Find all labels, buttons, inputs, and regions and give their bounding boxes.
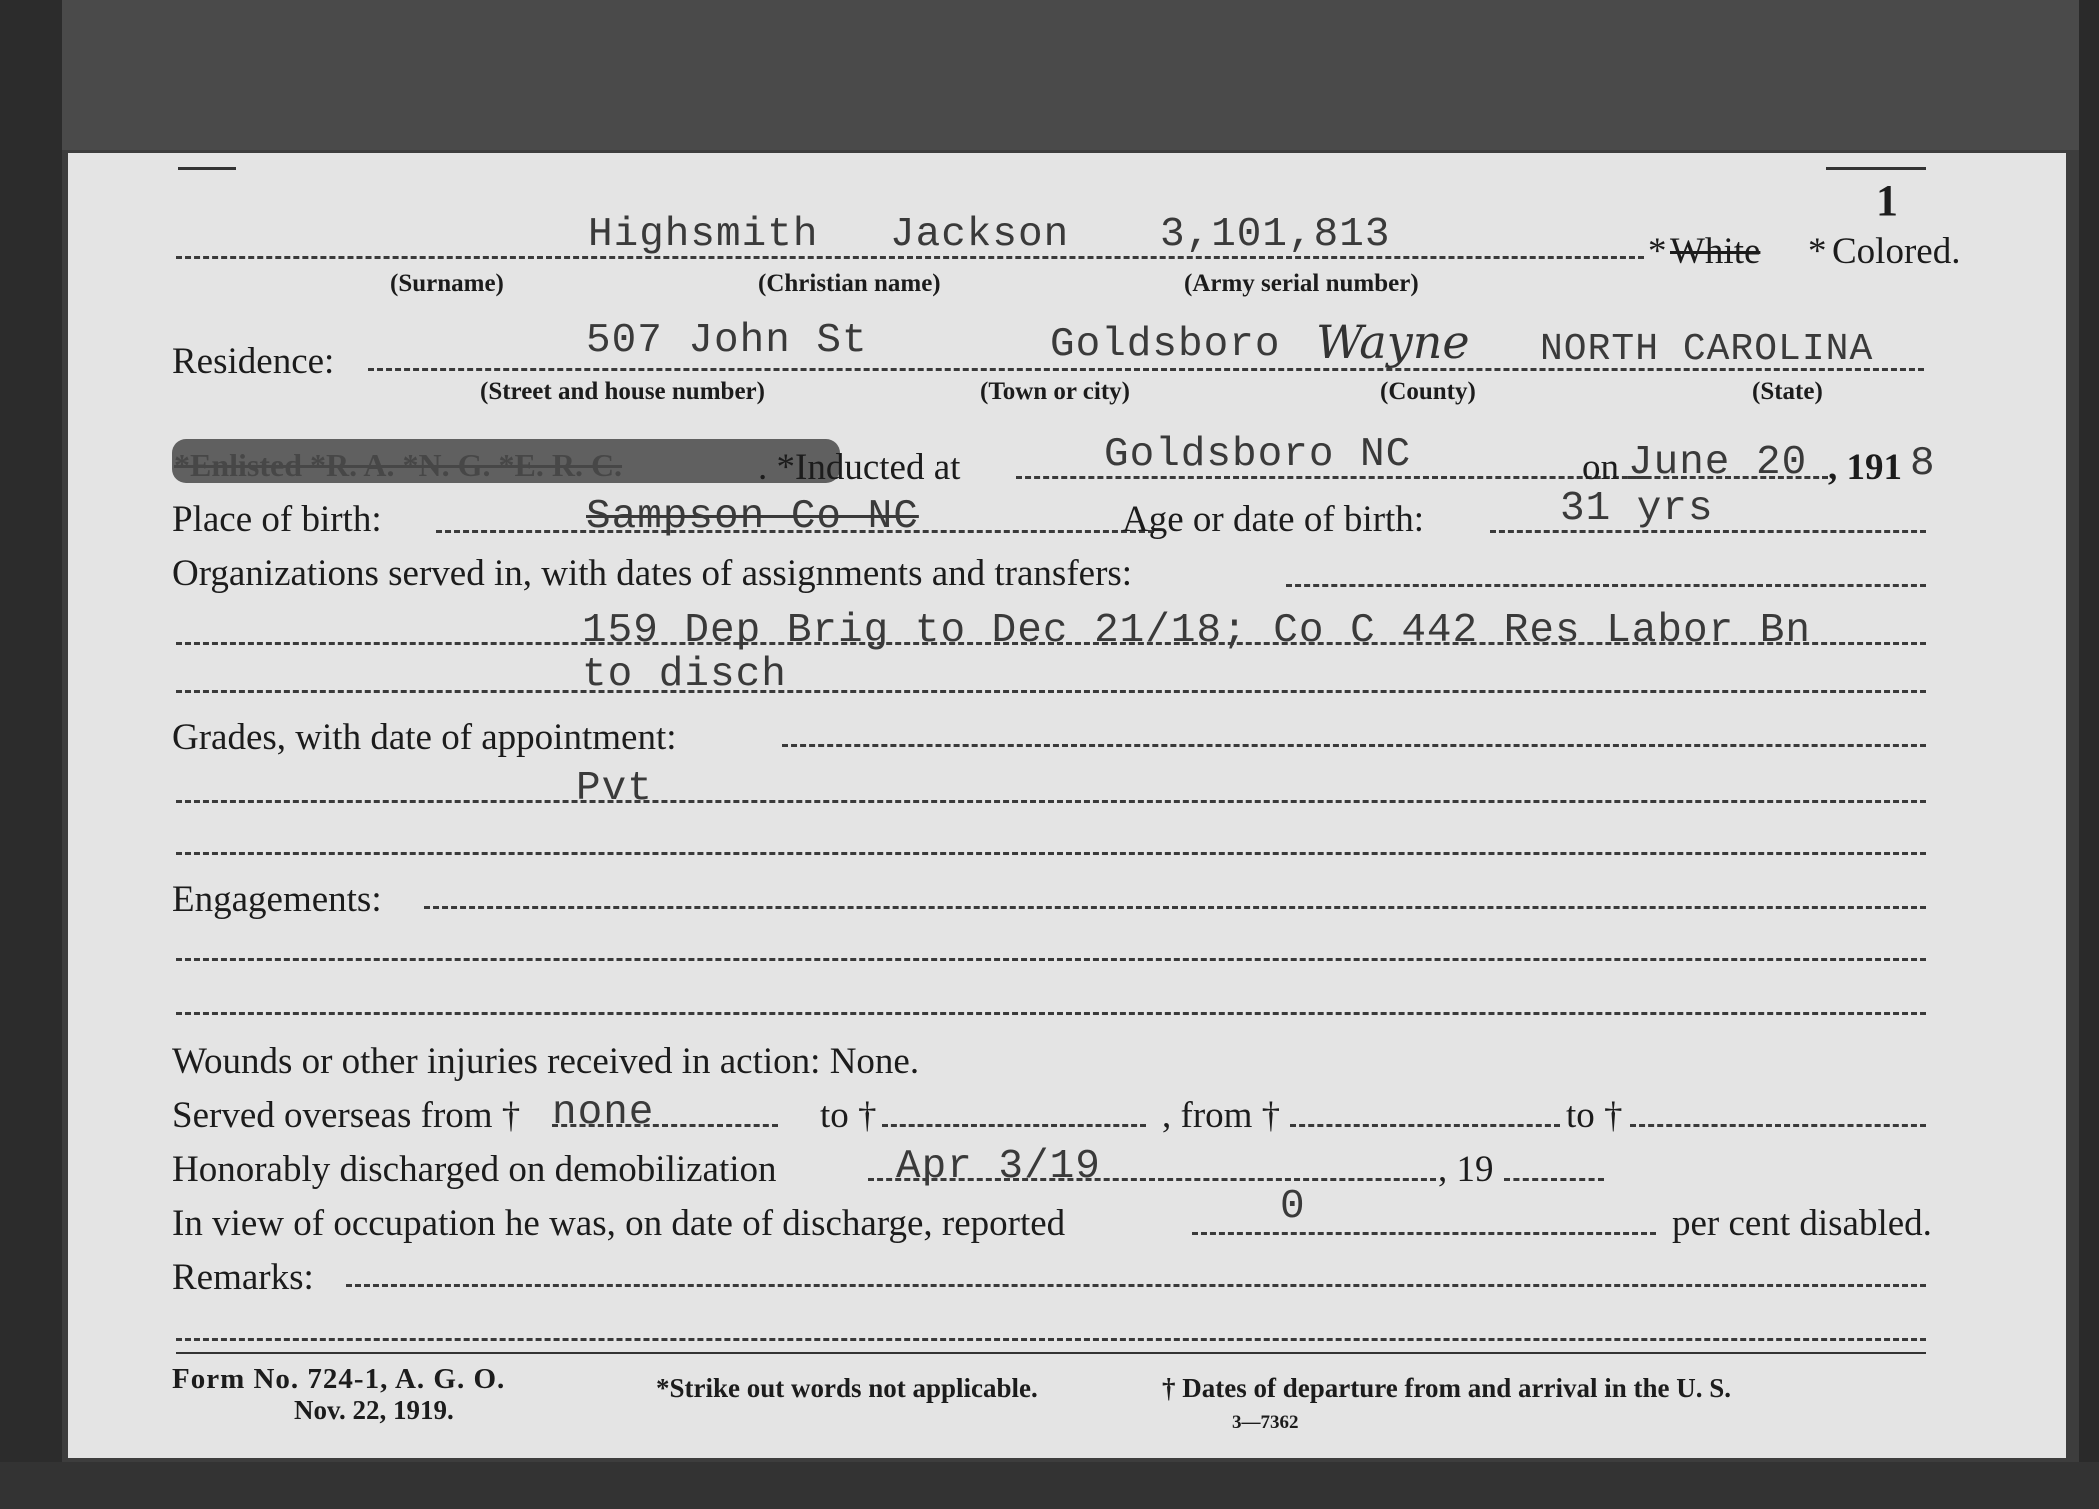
age-label: Age or date of birth:: [1122, 499, 1425, 540]
form-date: Nov. 22, 1919.: [294, 1395, 454, 1425]
on-label: on: [1582, 447, 1619, 488]
disability-line: [1192, 1232, 1656, 1235]
overseas-to2-line: [1630, 1124, 1926, 1127]
residence-line: [368, 368, 1924, 371]
organizations-label: Organizations served in, with dates of assignments and transfers:: [172, 553, 1133, 594]
overseas-label: Served overseas from †: [172, 1095, 521, 1136]
race-star-2: *: [1808, 231, 1827, 272]
engagements-line-1: [176, 958, 1926, 961]
race-white-struck: White: [1670, 231, 1761, 272]
discharge-date-value: Apr 3/19: [896, 1144, 1101, 1190]
christian-name-caption: (Christian name): [758, 270, 941, 297]
footer-rule: [176, 1352, 1926, 1354]
service-record-card: [68, 153, 2066, 1458]
corner-rule-right: [1826, 167, 1926, 170]
grades-line-1: [176, 800, 1926, 803]
print-code: 3—7362: [1232, 1412, 1299, 1433]
induction-date-line: [1628, 476, 1828, 479]
background-bottom: [0, 1462, 2099, 1509]
wounds-label: Wounds or other injuries received in action: None.: [172, 1041, 920, 1082]
overseas-from-line: [552, 1124, 778, 1127]
overseas-to2-label: to †: [1566, 1095, 1623, 1136]
grades-line-2: [176, 852, 1926, 855]
overseas-to-line: [882, 1124, 1146, 1127]
discharge-label: Honorably discharged on demobilization: [172, 1149, 777, 1190]
surname-value: Highsmith: [588, 212, 819, 258]
age-line: [1490, 530, 1926, 533]
background-right: [2079, 0, 2099, 1509]
race-colored: Colored.: [1832, 231, 1961, 272]
birth-place-line: [436, 530, 1154, 533]
state-value: NORTH CAROLINA: [1540, 328, 1874, 371]
card-number: 1: [1876, 176, 1898, 225]
remarks-line-1: [346, 1284, 1926, 1287]
percent-disabled-label: per cent disabled.: [1672, 1203, 1932, 1244]
state-caption: (State): [1752, 378, 1823, 405]
birth-place-value: Sampson Co NC: [586, 494, 919, 540]
county-caption: (County): [1380, 378, 1476, 405]
serial-caption: (Army serial number): [1184, 270, 1419, 297]
induction-place-value: Goldsboro NC: [1104, 432, 1412, 478]
remarks-label: Remarks:: [172, 1257, 314, 1298]
organizations-value-2: to disch: [582, 652, 787, 698]
organizations-line-1: [176, 642, 1926, 645]
disability-value: 0: [1280, 1184, 1306, 1230]
discharge-year-label: , 19: [1438, 1149, 1494, 1190]
discharge-year-line: [1504, 1178, 1604, 1181]
serial-value: 3,101,813: [1160, 212, 1391, 258]
form-number: Form No. 724-1, A. G. O.: [172, 1363, 506, 1395]
engagements-line-2: [176, 1012, 1926, 1015]
place-of-birth-label: Place of birth:: [172, 499, 382, 540]
race-star-1: *: [1648, 231, 1667, 272]
engagements-label: Engagements:: [172, 879, 382, 920]
induction-place-line: [1016, 476, 1646, 479]
name-line: [176, 256, 1644, 259]
background-top: [0, 0, 2099, 150]
grades-line-0: [782, 744, 1926, 747]
engagements-line-0: [424, 906, 1926, 909]
smudged-enlistment-types: [172, 439, 840, 483]
inducted-at-label: . *Inducted at: [758, 447, 961, 488]
town-value: Goldsboro: [1050, 322, 1281, 368]
induction-date-value: June 20: [1628, 440, 1808, 486]
residence-label: Residence:: [172, 341, 335, 382]
organizations-value-1: 159 Dep Brig to Dec 21/18; Co C 442 Res Labor Bn: [582, 608, 1811, 654]
overseas-from2-label: , from †: [1162, 1095, 1281, 1136]
grade-value: Pvt: [576, 766, 653, 812]
organizations-line-0: [1286, 584, 1926, 587]
surname-caption: (Surname): [390, 270, 504, 297]
town-caption: (Town or city): [980, 378, 1130, 405]
dates-note: † Dates of departure from and arrival in the U. S.: [1162, 1373, 1731, 1403]
occupation-label: In view of occupation he was, on date of discharge, reported: [172, 1203, 1066, 1244]
grades-label: Grades, with date of appointment:: [172, 717, 677, 758]
remarks-line-2: [176, 1338, 1926, 1341]
overseas-to-label: to †: [820, 1095, 877, 1136]
discharge-date-line: [868, 1178, 1436, 1181]
street-caption: (Street and house number): [480, 378, 765, 405]
county-value: Wayne: [1316, 315, 1470, 369]
induction-year-prefix: , 191: [1828, 447, 1902, 488]
christian-name-value: Jackson: [890, 212, 1070, 258]
corner-rule-left: [178, 167, 236, 170]
background-left: [0, 0, 62, 1509]
induction-year-suffix: 8: [1910, 441, 1936, 487]
street-value: 507 John St: [586, 318, 868, 364]
organizations-line-2: [176, 690, 1926, 693]
age-value: 31 yrs: [1560, 486, 1714, 532]
overseas-from-value: none: [552, 1090, 655, 1136]
strike-out-note: *Strike out words not applicable.: [656, 1373, 1038, 1403]
overseas-from2-line: [1290, 1124, 1560, 1127]
